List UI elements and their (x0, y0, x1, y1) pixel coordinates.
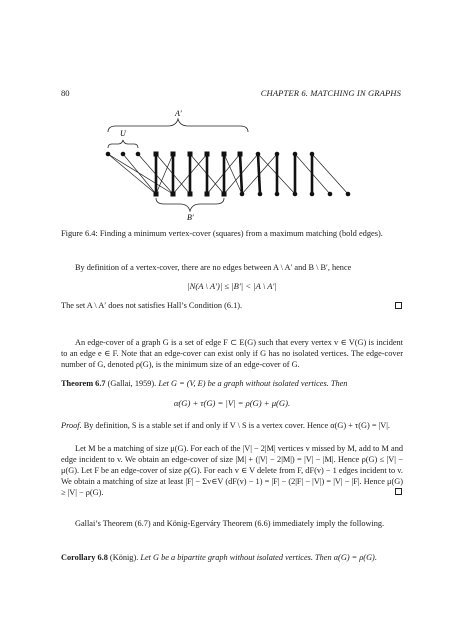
corollary-attribution: (König). (107, 553, 139, 562)
bipartite-graph-figure (90, 108, 390, 223)
equation-gallai: α(G) + τ(G) = |V| = ρ(G) + μ(G). (173, 398, 291, 408)
theorem-attribution: (Gallai, 1959). (105, 379, 157, 388)
paragraph-vertex-cover: By definition of a vertex-cover, there are no edges between A \ A′ and B \ B′, hence (75, 263, 352, 272)
proof-part-1 (61, 420, 403, 431)
paragraph-edge-cover: An edge-cover of a graph G is a set of edge F ⊂ E(G) such that every vertex v ∈ V(G) is incident to an edge e ∈ F. Note that an edge-cover can exist only if G has no isolated vertices. The edge-cover number of G, denoted ρ(G), is the minimum size of an edge-cover of G. (61, 338, 403, 370)
page-number: 80 (61, 88, 70, 98)
chapter-header: CHAPTER 6. MATCHING IN GRAPHS (260, 88, 401, 98)
label-u: U (120, 129, 126, 138)
top-vertices (106, 152, 315, 157)
equation-hall: |N(A \ A′)| ≤ |B′| < |A \ A′| (187, 281, 277, 291)
label-a-prime: A′ (175, 109, 182, 118)
corollary-6-8 (61, 552, 403, 563)
matching-edges (156, 154, 312, 194)
bottom-vertices (154, 192, 351, 197)
b-prime-brace (156, 198, 224, 211)
qed-square (395, 488, 402, 495)
paragraph-hall-condition: The set A \ A′ does not satisfies Hall’s Condition (6.1). (61, 301, 243, 310)
proof-label: Proof. (61, 421, 82, 430)
a-prime-brace (108, 119, 248, 132)
figure-caption: Figure 6.4: Finding a minimum vertex-cover (squares) from a maximum matching (bold edges). (61, 229, 383, 238)
paragraph-gallai-konig: Gallai’s Theorem (6.7) and König-Egerváry Theorem (6.6) immediately imply the following. (75, 519, 385, 528)
corollary-label: Corollary 6.8 (61, 553, 108, 562)
u-brace (108, 140, 138, 148)
theorem-label: Theorem 6.7 (61, 379, 106, 388)
proof-part-2: Let M be a matching of size μ(G). For each of the |V| − 2|M| vertices v missed by M, add to M and edge incident to v. We obtain an edge-cover of size |M| + (|V| − 2|M|) = |V| − |M|. Hence ρ(G) ≤ |V| − μ(G). Let F be an edge-cover of size ρ(G). For each v ∈ V delete from F, dF(v) − 1 edges incident to v. We obtain a matching of size at least |F| − Σv∈V (dF(v) − 1) = |F| − (2|F| − |V|) = |V| − |F|. Hence μ(G) ≥ |V| − ρ(G). (61, 444, 403, 498)
proof-text: By definition, S is a stable set if and only if V \ S is a vertex cover. Hence α(G) + τ(G) = |V|. (81, 421, 390, 430)
theorem-statement: Let G = (V, E) be a graph without isolated vertices. Then (156, 379, 348, 388)
label-b-prime: B′ (187, 213, 194, 222)
qed-square (395, 302, 402, 309)
corollary-statement: Let G be a bipartite graph without isolated vertices. Then α(G) = ρ(G). (138, 553, 377, 562)
theorem-6-7 (61, 378, 403, 389)
